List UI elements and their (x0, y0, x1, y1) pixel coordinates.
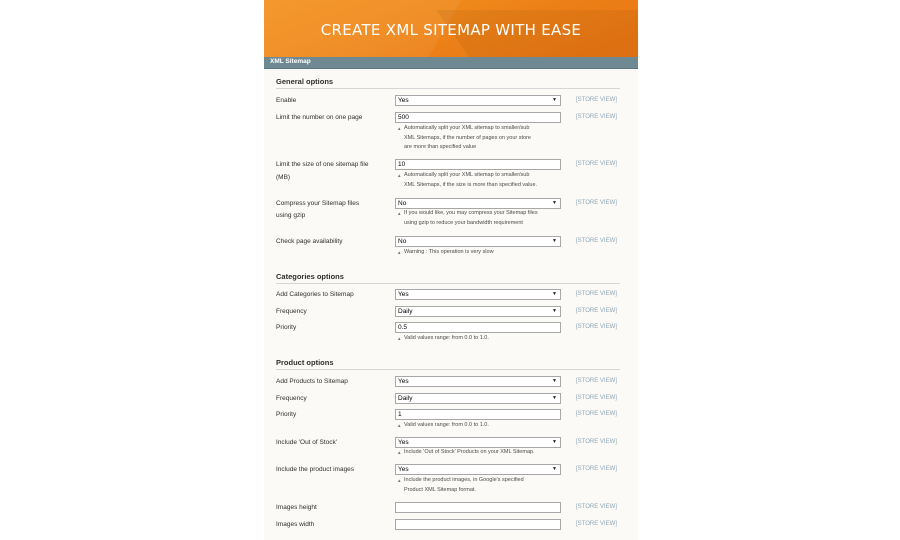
field-label (276, 198, 386, 221)
field-label: Priority (276, 411, 297, 418)
out-of-stock-select[interactable] (395, 437, 561, 448)
check-availability-select[interactable] (395, 236, 561, 247)
scope-label: [STORE VIEW] (576, 395, 617, 401)
input-value: 500 (398, 114, 409, 121)
promo-banner (264, 0, 638, 57)
group-title-general: General options (276, 77, 334, 86)
select-value: Yes (398, 97, 409, 104)
product-images-select[interactable] (395, 464, 561, 475)
scope-label: [STORE VIEW] (576, 161, 617, 167)
scope-label: [STORE VIEW] (576, 324, 617, 330)
field-note (395, 124, 574, 153)
product-priority-input[interactable] (395, 409, 561, 420)
note-triangle-icon: ▲ (397, 478, 402, 483)
category-frequency-select[interactable] (395, 306, 561, 317)
note-line: are more than specified value (404, 144, 477, 150)
label-line: Limit the size of one sitemap file (276, 161, 369, 168)
scope-label: [STORE VIEW] (576, 411, 617, 417)
dropdown-arrow-icon: ▼ (552, 97, 557, 103)
dropdown-arrow-icon: ▼ (552, 238, 557, 244)
scope-label: [STORE VIEW] (576, 308, 617, 314)
note-line: using gzip to reduce your bandwidth requirement (404, 219, 523, 226)
config-panel (264, 0, 638, 540)
scope-label: [STORE VIEW] (576, 466, 617, 472)
group-divider (276, 283, 620, 284)
group-divider (276, 88, 620, 89)
images-height-input[interactable] (395, 502, 561, 513)
scope-label: [STORE VIEW] (576, 521, 617, 527)
note-line: If you would like, you may compress your Sitemap files (404, 210, 538, 216)
label-line: using gzip (276, 212, 306, 219)
input-value: 10 (398, 161, 406, 168)
field-label: Images width (276, 521, 315, 528)
scope-label: [STORE VIEW] (576, 238, 617, 244)
dropdown-arrow-icon: ▼ (552, 200, 557, 206)
note-line: Include the product images, in Google's specified (404, 477, 524, 483)
scope-label: [STORE VIEW] (576, 291, 617, 297)
select-value: Yes (398, 439, 409, 446)
limit-number-input[interactable] (395, 112, 561, 123)
note-line: XML Sitemaps, if the number of pages on your store (404, 134, 531, 141)
scope-label: [STORE VIEW] (576, 200, 617, 206)
dropdown-arrow-icon: ▼ (552, 378, 557, 384)
field-label: Frequency (276, 395, 307, 402)
field-label: Limit the number on one page (276, 114, 363, 121)
label-line: Compress your Sitemap files (276, 200, 360, 207)
field-label (276, 159, 386, 183)
images-width-input[interactable] (395, 519, 561, 530)
select-value: No (398, 200, 407, 207)
add-categories-select[interactable] (395, 289, 561, 300)
note-triangle-icon: ▲ (397, 336, 402, 341)
group-divider (276, 369, 620, 370)
limit-size-input[interactable] (395, 159, 561, 170)
dropdown-arrow-icon: ▼ (552, 395, 557, 401)
label-line: (MB) (276, 174, 291, 181)
enable-select[interactable] (395, 95, 561, 106)
dropdown-arrow-icon: ▼ (552, 308, 557, 314)
section-title: XML Sitemap (270, 58, 311, 65)
dropdown-arrow-icon: ▼ (552, 291, 557, 297)
select-value: Yes (398, 466, 409, 473)
field-note (395, 209, 574, 228)
input-value: 1 (398, 411, 402, 418)
select-value: Daily (398, 395, 413, 402)
field-label: Images height (276, 504, 317, 511)
banner-title: CREATE XML SITEMAP WITH EASE (320, 21, 582, 39)
select-value: Daily (398, 308, 413, 315)
field-label: Include 'Out of Stock' (276, 439, 338, 446)
compress-select[interactable] (395, 198, 561, 209)
field-label: Add Products to Sitemap (276, 378, 348, 385)
scope-label: [STORE VIEW] (576, 378, 617, 384)
note-triangle-icon: ▲ (397, 250, 402, 255)
note-line: Valid values range: from 0.0 to 1.0. (404, 335, 489, 341)
scope-label: [STORE VIEW] (576, 504, 617, 510)
note-line: Automatically split your XML sitemap to smaller/sub (404, 125, 530, 131)
field-note (395, 171, 574, 190)
dropdown-arrow-icon: ▼ (552, 439, 557, 445)
field-label: Priority (276, 324, 297, 331)
note-triangle-icon: ▲ (397, 211, 402, 216)
dropdown-arrow-icon: ▼ (552, 466, 557, 472)
field-label: Check page availability (276, 238, 343, 245)
select-value: Yes (398, 291, 409, 298)
field-note (395, 421, 574, 431)
scope-label: [STORE VIEW] (576, 439, 617, 445)
product-frequency-select[interactable] (395, 393, 561, 404)
select-value: Yes (398, 378, 409, 385)
group-title-products: Product options (276, 358, 334, 367)
note-triangle-icon: ▲ (397, 450, 402, 455)
scope-label: [STORE VIEW] (576, 114, 617, 120)
note-line: Warning : This operation is very slow (404, 249, 494, 255)
field-label: Add Categories to Sitemap (276, 291, 354, 298)
field-label: Enable (276, 97, 297, 104)
field-label: Frequency (276, 308, 307, 315)
note-triangle-icon: ▲ (397, 126, 402, 131)
note-line: Automatically split your XML sitemap to smaller/sub (404, 172, 530, 178)
field-label: Include the product images (276, 466, 355, 473)
note-line: Include 'Out of Stock' Products on your XML Sitemap. (404, 449, 535, 455)
field-note (395, 448, 574, 458)
scope-label: [STORE VIEW] (576, 97, 617, 103)
field-note (395, 476, 574, 495)
note-line: Valid values range: from 0.0 to 1.0. (404, 422, 489, 428)
note-line: Product XML Sitemap format. (404, 486, 476, 493)
group-title-categories: Categories options (276, 272, 344, 281)
note-line: XML Sitemaps, if the size is more than specified value. (404, 181, 538, 188)
section-header[interactable] (264, 57, 638, 69)
field-note (395, 248, 574, 258)
field-note (395, 334, 574, 344)
input-value: 0.5 (398, 324, 408, 331)
select-value: No (398, 238, 407, 245)
category-priority-input[interactable] (395, 322, 561, 333)
note-triangle-icon: ▲ (397, 173, 402, 178)
note-triangle-icon: ▲ (397, 423, 402, 428)
add-products-select[interactable] (395, 376, 561, 387)
